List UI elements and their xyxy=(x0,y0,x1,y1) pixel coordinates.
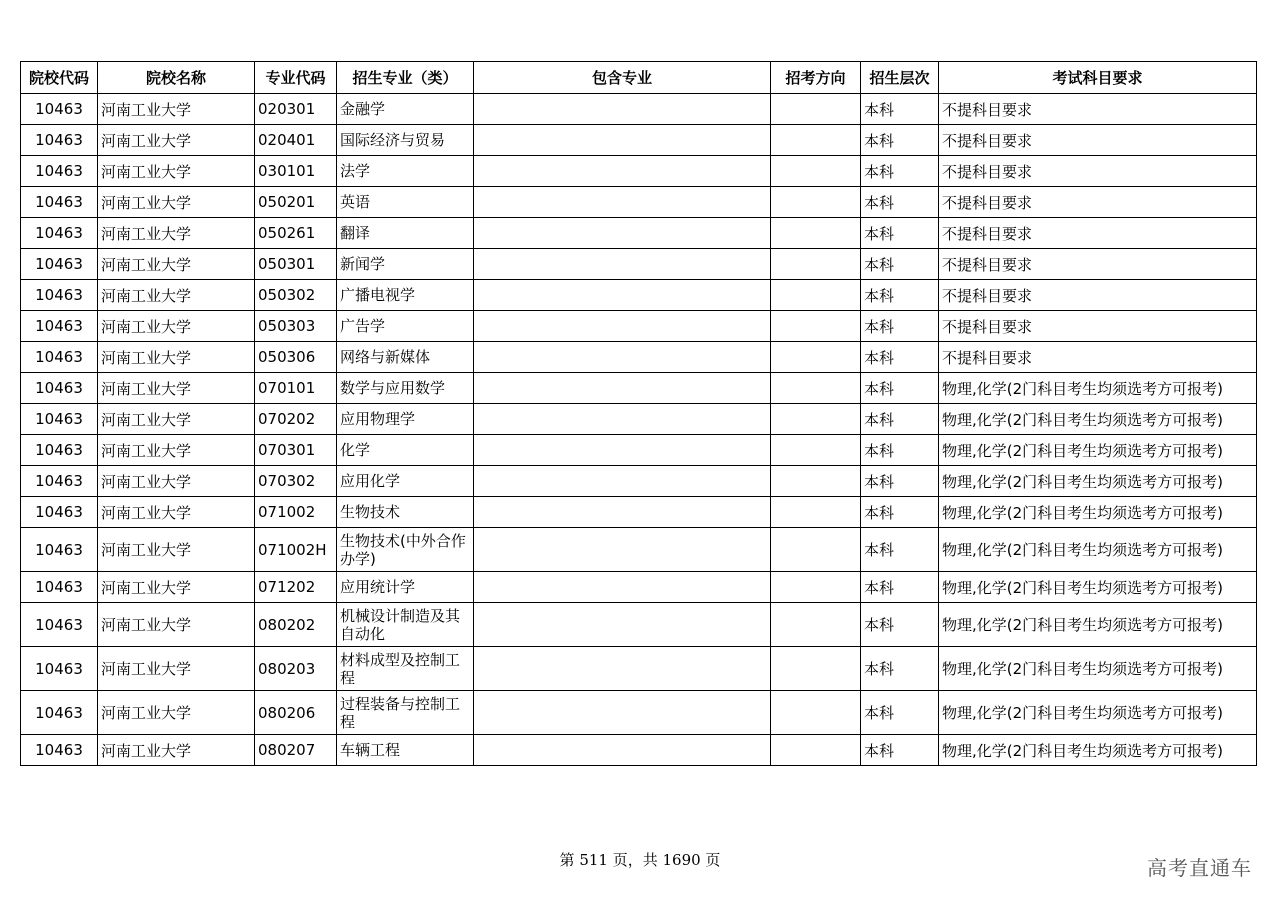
cell-subject-requirement: 不提科目要求 xyxy=(939,187,1257,218)
cell-school-code: 10463 xyxy=(21,435,98,466)
cell-included-majors xyxy=(474,342,771,373)
cell-level: 本科 xyxy=(861,94,939,125)
cell-direction xyxy=(771,218,861,249)
cell-included-majors xyxy=(474,404,771,435)
cell-major-code: 070302 xyxy=(255,466,337,497)
cell-subject-requirement: 物理,化学(2门科目考生均须选考方可报考) xyxy=(939,466,1257,497)
cell-subject-requirement: 物理,化学(2门科目考生均须选考方可报考) xyxy=(939,691,1257,735)
cell-included-majors xyxy=(474,156,771,187)
header-level: 招生层次 xyxy=(861,62,939,94)
cell-included-majors xyxy=(474,435,771,466)
table-row xyxy=(21,497,1257,528)
cell-subject-requirement: 不提科目要求 xyxy=(939,311,1257,342)
cell-level: 本科 xyxy=(861,187,939,218)
cell-major-name: 金融学 xyxy=(337,94,474,125)
cell-major-name: 国际经济与贸易 xyxy=(337,125,474,156)
cell-school-code: 10463 xyxy=(21,187,98,218)
cell-included-majors xyxy=(474,311,771,342)
cell-direction xyxy=(771,342,861,373)
cell-level: 本科 xyxy=(861,735,939,766)
cell-major-name: 网络与新媒体 xyxy=(337,342,474,373)
cell-subject-requirement: 物理,化学(2门科目考生均须选考方可报考) xyxy=(939,528,1257,572)
cell-major-name: 生物技术(中外合作办学) xyxy=(337,528,474,572)
cell-direction xyxy=(771,125,861,156)
cell-major-code: 070101 xyxy=(255,373,337,404)
cell-school-code: 10463 xyxy=(21,572,98,603)
cell-major-name: 过程装备与控制工程 xyxy=(337,691,474,735)
cell-level: 本科 xyxy=(861,311,939,342)
cell-major-name: 数学与应用数学 xyxy=(337,373,474,404)
cell-subject-requirement: 不提科目要求 xyxy=(939,218,1257,249)
cell-major-name: 车辆工程 xyxy=(337,735,474,766)
cell-school-name: 河南工业大学 xyxy=(98,435,255,466)
cell-level: 本科 xyxy=(861,691,939,735)
cell-included-majors xyxy=(474,125,771,156)
cell-major-name: 化学 xyxy=(337,435,474,466)
cell-included-majors xyxy=(474,691,771,735)
header-school-name: 院校名称 xyxy=(98,62,255,94)
cell-included-majors xyxy=(474,280,771,311)
header-direction: 招考方向 xyxy=(771,62,861,94)
cell-level: 本科 xyxy=(861,466,939,497)
cell-school-code: 10463 xyxy=(21,373,98,404)
cell-included-majors xyxy=(474,497,771,528)
cell-school-name: 河南工业大学 xyxy=(98,94,255,125)
table-row xyxy=(21,218,1257,249)
enrollment-table xyxy=(20,61,1257,766)
table-row xyxy=(21,249,1257,280)
cell-subject-requirement: 不提科目要求 xyxy=(939,280,1257,311)
cell-level: 本科 xyxy=(861,156,939,187)
cell-major-code: 050261 xyxy=(255,218,337,249)
cell-subject-requirement: 不提科目要求 xyxy=(939,156,1257,187)
cell-level: 本科 xyxy=(861,218,939,249)
cell-direction xyxy=(771,572,861,603)
cell-level: 本科 xyxy=(861,603,939,647)
header-subject-requirement: 考试科目要求 xyxy=(939,62,1257,94)
cell-subject-requirement: 物理,化学(2门科目考生均须选考方可报考) xyxy=(939,373,1257,404)
cell-school-name: 河南工业大学 xyxy=(98,373,255,404)
cell-major-code: 071202 xyxy=(255,572,337,603)
header-major-name: 招生专业（类） xyxy=(337,62,474,94)
cell-direction xyxy=(771,404,861,435)
cell-direction xyxy=(771,435,861,466)
cell-included-majors xyxy=(474,373,771,404)
cell-school-name: 河南工业大学 xyxy=(98,342,255,373)
table-row xyxy=(21,156,1257,187)
cell-direction xyxy=(771,528,861,572)
cell-school-name: 河南工业大学 xyxy=(98,466,255,497)
cell-major-name: 应用统计学 xyxy=(337,572,474,603)
cell-school-name: 河南工业大学 xyxy=(98,603,255,647)
cell-major-name: 新闻学 xyxy=(337,249,474,280)
cell-direction xyxy=(771,280,861,311)
cell-major-name: 英语 xyxy=(337,187,474,218)
cell-school-code: 10463 xyxy=(21,125,98,156)
cell-school-code: 10463 xyxy=(21,497,98,528)
cell-school-name: 河南工业大学 xyxy=(98,647,255,691)
cell-direction xyxy=(771,735,861,766)
cell-included-majors xyxy=(474,466,771,497)
cell-direction xyxy=(771,466,861,497)
cell-major-code: 050301 xyxy=(255,249,337,280)
cell-school-code: 10463 xyxy=(21,94,98,125)
cell-level: 本科 xyxy=(861,572,939,603)
cell-school-code: 10463 xyxy=(21,280,98,311)
cell-major-code: 050201 xyxy=(255,187,337,218)
cell-direction xyxy=(771,373,861,404)
table-row xyxy=(21,528,1257,572)
cell-level: 本科 xyxy=(861,280,939,311)
table-row xyxy=(21,435,1257,466)
cell-subject-requirement: 不提科目要求 xyxy=(939,94,1257,125)
cell-included-majors xyxy=(474,647,771,691)
cell-subject-requirement: 不提科目要求 xyxy=(939,342,1257,373)
cell-major-code: 050306 xyxy=(255,342,337,373)
cell-subject-requirement: 物理,化学(2门科目考生均须选考方可报考) xyxy=(939,572,1257,603)
cell-level: 本科 xyxy=(861,249,939,280)
cell-major-name: 材料成型及控制工程 xyxy=(337,647,474,691)
cell-school-name: 河南工业大学 xyxy=(98,187,255,218)
table-row xyxy=(21,187,1257,218)
cell-subject-requirement: 物理,化学(2门科目考生均须选考方可报考) xyxy=(939,647,1257,691)
cell-major-name: 广播电视学 xyxy=(337,280,474,311)
cell-major-code: 071002H xyxy=(255,528,337,572)
cell-direction xyxy=(771,497,861,528)
cell-school-name: 河南工业大学 xyxy=(98,404,255,435)
cell-major-name: 法学 xyxy=(337,156,474,187)
cell-level: 本科 xyxy=(861,647,939,691)
cell-included-majors xyxy=(474,572,771,603)
cell-direction xyxy=(771,311,861,342)
page-number: 第 511 页，共 1690 页 xyxy=(559,851,721,869)
cell-major-code: 030101 xyxy=(255,156,337,187)
cell-included-majors xyxy=(474,249,771,280)
cell-included-majors xyxy=(474,603,771,647)
table-row xyxy=(21,466,1257,497)
cell-major-code: 070301 xyxy=(255,435,337,466)
cell-school-code: 10463 xyxy=(21,466,98,497)
cell-school-code: 10463 xyxy=(21,249,98,280)
cell-major-code: 050303 xyxy=(255,311,337,342)
cell-direction xyxy=(771,691,861,735)
cell-school-code: 10463 xyxy=(21,218,98,249)
cell-subject-requirement: 物理,化学(2门科目考生均须选考方可报考) xyxy=(939,735,1257,766)
table-row xyxy=(21,404,1257,435)
cell-school-code: 10463 xyxy=(21,311,98,342)
table-header-row xyxy=(21,62,1257,94)
cell-subject-requirement: 不提科目要求 xyxy=(939,125,1257,156)
table-row xyxy=(21,603,1257,647)
cell-school-code: 10463 xyxy=(21,691,98,735)
cell-direction xyxy=(771,249,861,280)
cell-included-majors xyxy=(474,528,771,572)
cell-school-code: 10463 xyxy=(21,528,98,572)
cell-direction xyxy=(771,187,861,218)
cell-subject-requirement: 物理,化学(2门科目考生均须选考方可报考) xyxy=(939,435,1257,466)
cell-included-majors xyxy=(474,187,771,218)
cell-direction xyxy=(771,647,861,691)
header-school-code: 院校代码 xyxy=(21,62,98,94)
cell-school-name: 河南工业大学 xyxy=(98,125,255,156)
cell-school-name: 河南工业大学 xyxy=(98,311,255,342)
cell-school-name: 河南工业大学 xyxy=(98,691,255,735)
cell-level: 本科 xyxy=(861,404,939,435)
cell-school-name: 河南工业大学 xyxy=(98,528,255,572)
cell-level: 本科 xyxy=(861,528,939,572)
cell-subject-requirement: 物理,化学(2门科目考生均须选考方可报考) xyxy=(939,603,1257,647)
cell-major-name: 广告学 xyxy=(337,311,474,342)
cell-school-code: 10463 xyxy=(21,603,98,647)
cell-major-code: 050302 xyxy=(255,280,337,311)
cell-level: 本科 xyxy=(861,373,939,404)
cell-major-code: 071002 xyxy=(255,497,337,528)
cell-major-name: 应用化学 xyxy=(337,466,474,497)
cell-major-code: 080202 xyxy=(255,603,337,647)
cell-major-code: 080207 xyxy=(255,735,337,766)
cell-direction xyxy=(771,156,861,187)
cell-school-name: 河南工业大学 xyxy=(98,218,255,249)
header-major-code: 专业代码 xyxy=(255,62,337,94)
cell-major-code: 070202 xyxy=(255,404,337,435)
cell-level: 本科 xyxy=(861,125,939,156)
header-included-majors: 包含专业 xyxy=(474,62,771,94)
cell-included-majors xyxy=(474,94,771,125)
table-row xyxy=(21,572,1257,603)
cell-major-name: 翻译 xyxy=(337,218,474,249)
cell-school-name: 河南工业大学 xyxy=(98,156,255,187)
cell-major-name: 机械设计制造及其自动化 xyxy=(337,603,474,647)
cell-level: 本科 xyxy=(861,435,939,466)
cell-school-code: 10463 xyxy=(21,404,98,435)
cell-level: 本科 xyxy=(861,497,939,528)
cell-major-code: 020301 xyxy=(255,94,337,125)
cell-school-code: 10463 xyxy=(21,735,98,766)
cell-subject-requirement: 不提科目要求 xyxy=(939,249,1257,280)
table-body xyxy=(21,94,1257,766)
cell-major-code: 020401 xyxy=(255,125,337,156)
table-row xyxy=(21,342,1257,373)
cell-major-name: 生物技术 xyxy=(337,497,474,528)
table-row xyxy=(21,691,1257,735)
table-row xyxy=(21,311,1257,342)
table-row xyxy=(21,125,1257,156)
cell-school-name: 河南工业大学 xyxy=(98,572,255,603)
table-row xyxy=(21,647,1257,691)
cell-major-name: 应用物理学 xyxy=(337,404,474,435)
cell-school-name: 河南工业大学 xyxy=(98,497,255,528)
table-row xyxy=(21,94,1257,125)
cell-direction xyxy=(771,603,861,647)
cell-school-code: 10463 xyxy=(21,647,98,691)
cell-school-code: 10463 xyxy=(21,342,98,373)
cell-subject-requirement: 物理,化学(2门科目考生均须选考方可报考) xyxy=(939,404,1257,435)
table-row xyxy=(21,280,1257,311)
cell-level: 本科 xyxy=(861,342,939,373)
cell-school-code: 10463 xyxy=(21,156,98,187)
cell-direction xyxy=(771,94,861,125)
cell-major-code: 080206 xyxy=(255,691,337,735)
table-row xyxy=(21,373,1257,404)
table-row xyxy=(21,735,1257,766)
cell-subject-requirement: 物理,化学(2门科目考生均须选考方可报考) xyxy=(939,497,1257,528)
watermark-text: 高考直通车 xyxy=(1147,856,1252,880)
cell-school-name: 河南工业大学 xyxy=(98,735,255,766)
cell-included-majors xyxy=(474,218,771,249)
cell-included-majors xyxy=(474,735,771,766)
cell-major-code: 080203 xyxy=(255,647,337,691)
cell-school-name: 河南工业大学 xyxy=(98,249,255,280)
cell-school-name: 河南工业大学 xyxy=(98,280,255,311)
